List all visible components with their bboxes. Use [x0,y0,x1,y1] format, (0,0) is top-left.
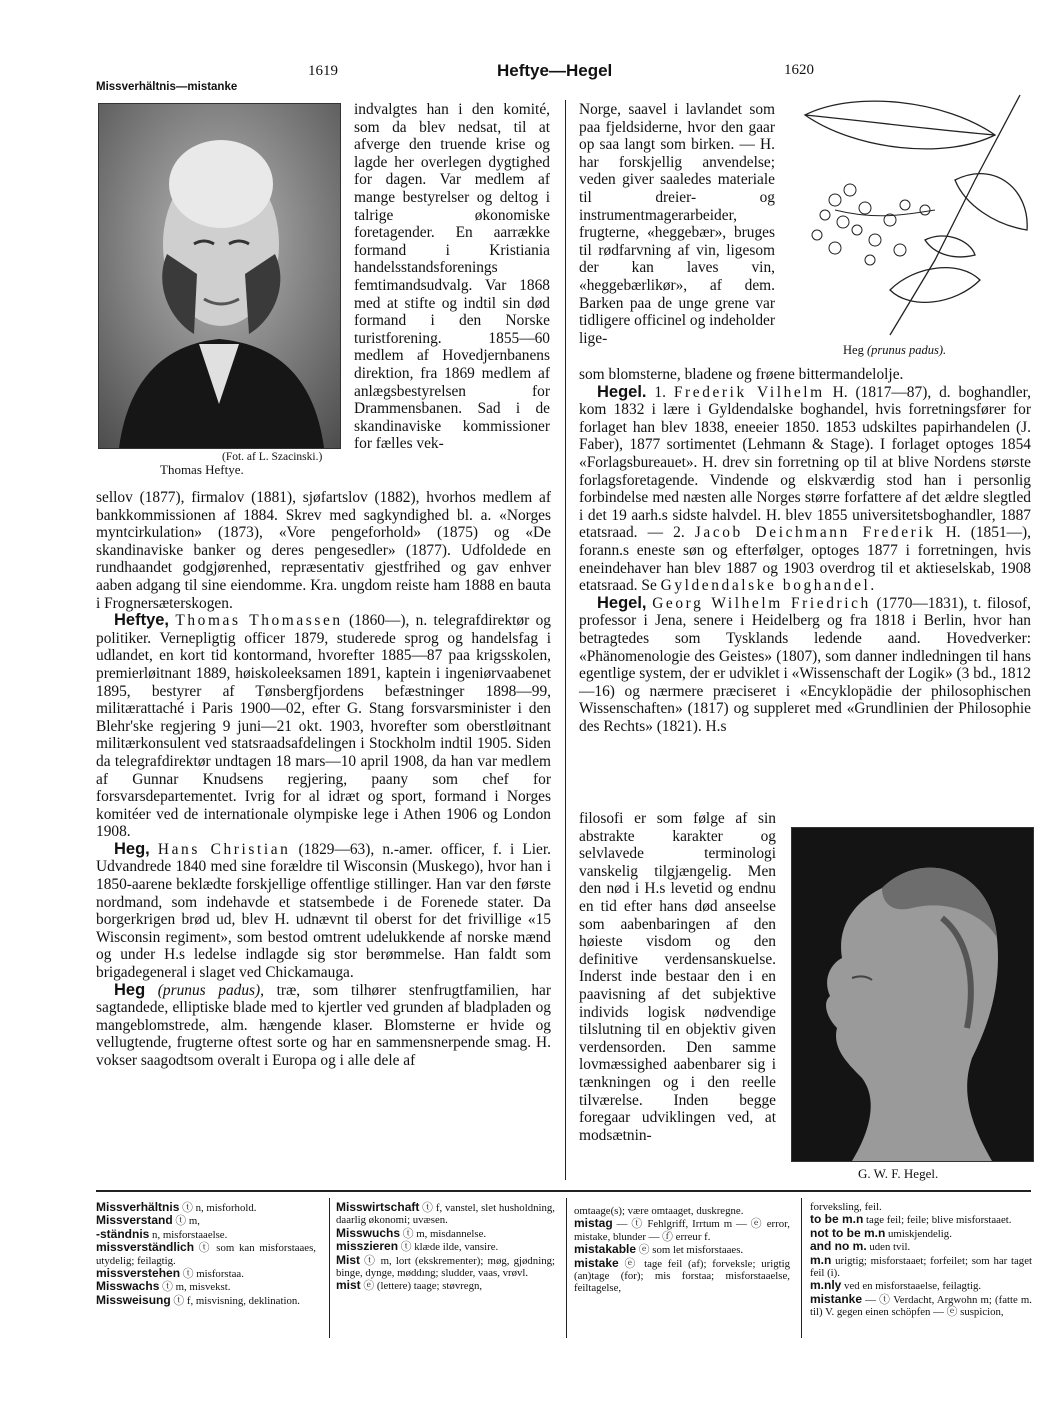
dictionary-definition: tage feil; feile; blive misforstaaet. [863,1214,1012,1227]
plant-caption [843,343,946,358]
entry-hegel-georg [579,595,1031,736]
entry-text: H. (1851—), forann.s eneste søn og efterfølger, optoges 1877 i forretningen, hvis eneindehaver han blev 1887 og 1903 overdrog til et aktieselskab, 1908 etatsraad. Se [579,524,1031,595]
entry-text: (1770—1831), t. filosof, professor i Jena, senere i Heidelberg og fra 1818 i Berlin, hvor han betragtedes som Tysklands ledende aand. Hovedverker: «Phänomenologie des Geistes» (1807), som danner indledningen til hans egentlige system, der er udviklet i «Wissenschaft der Logik» (3 bd., 1812—16) og nærmere præciseret i «Encyklopädie der philosophischen Wissenschaften» (1817) og suppleret med «Grundlinien der Philosophie des Rechts» (1821). H.s [579,594,1031,735]
dictionary-headword: Mist [336,1252,360,1267]
dictionary-entry [574,1257,790,1295]
paragraph: filosofi er som følge af sin abstrakte karakter og selvlavede terminologi vanskelig tilgjængelig. Men den nød i H.s levetid og endnu en tid efter hans død anseelse som aabenbaringen af den høieste visdom og den definitive verdensanskuelse. Inderst inde bestaar den i en paavisning af det subjektive individs logisk nødvendige tilslutning til en objektiv given verdensorden. Den samme lovmæssighed aabenbarer sig i tænkningen og i den reelle tilværelse. Inden begge foregaar udviklingen ved, at modsætnin- [579,810,776,1144]
dictionary-headword: missverstehen [96,1266,181,1281]
dictionary-definition: urigtig; misforstaaet; forfeilet; som har taget feil (i). [810,1254,1032,1280]
entry-heg-hans [96,841,551,982]
dictionary-entry [96,1267,316,1280]
footer-divider-3 [801,1198,802,1338]
running-head: Missverhältnis—mistanke [96,81,238,93]
dictionary-entry [96,1294,316,1307]
entry-name: Georg Wilhelm Friedrich [652,594,871,612]
dictionary-definition: omtaage(s); være omtaaget, duskregne. [574,1205,744,1217]
entry-text: træ, som tilhører stenfrugtfamilien, har sagtandede, elliptiske blade med to kjertler ved grunden af bladpladen og mangeblomstrede, alm. hængende klaser. Blomsterne er hvide og vellugtende, frugterne oftest sorte og har en sammensnerpende smag. H. vokser saagodtsom overalt i Europa og i alle dele af [96,981,551,1069]
dictionary-definition: — ⓣ Verdacht, Argwohn m; (fatte m. til) V. gegen einen schöpfen — ⓔ suspicion, [810,1293,1032,1319]
dictionary-definition: — ⓣ Fehlgriff, Irrtum m — ⓔ error, mistake, blunder — ⓕ erreur f. [574,1218,790,1243]
dictionary-entry [810,1279,1032,1292]
entry-name: Jacob Deichmann Frederik [694,524,936,542]
entry-text: (1860—), n. telegrafdirektør og politiker. Vernepligtig officer 1879, studerede sprog og handelsfag i udlandet, en kort tid kontormand, hvorefter 1885—87 paa krigsskolen, premierløitnant 1889, høiskoleeksamen 1891, kaptein i ingeniørvaabenet 1895, bestyrer af Tønsbergfjordens befæstninger 1898—99, militærattaché i Paris 1900—02, efter G. Stang forsvarsminister i den Blehr'ske regjering 9 juni—21 okt. 1903, hvorefter som oberstløitnant militærkonsulent ved statsraadsafdelingen i Stockholm indtil 1905. Siden da telegrafdirektør undtagen 18 mars—10 april 1908, da han var medlem af Gunnar Knudsens regjering, paany som chef for forsvarsdepartementet. Ivrig for al idræt og sport, formand i Norges komitéer ved de internationale olympiske lege i Athen 1906 og London 1908. [96,612,551,841]
dictionary-headword: to be m.n [810,1212,864,1227]
dictionary-headword: and no m. [810,1239,867,1254]
dictionary-definition: ⓔ (lettere) taage; støvregn, [360,1280,483,1293]
dictionary-entry [810,1227,1032,1240]
dictionary-entry [810,1254,1032,1280]
dictionary-entry [810,1240,1032,1253]
dictionary-headword: mistag [574,1216,613,1231]
heftye-continuation: sellov (1877), firmalov (1881), sjøfartslov (1882), hvorhos medlem af bankkommissionen af 1884. Skrev med sagkyndighed bl. a. «Norges myntcirkulation» (1873), «Vore pengeforhold» (1875) og «De skandinaviske banker og deres pengesedler» (1877). Udfoldede en rundhaandet godgjørenhed, repræsentativ gjestfrihed og gav enhver aaben adgang til sine eiendomme. Kra. ungdom reiste ham 1888 en bauta i Frognersæterskogen. [96,489,551,612]
dictionary-definition: ⓣ som kan misforstaaes, utydelig; feilagtig. [96,1242,316,1267]
entry-name: Thomas Thomassen [175,612,343,630]
hegel-photo-caption: G. W. F. Hegel. [858,1166,939,1181]
dictionary-headword: Missverhältnis [96,1200,180,1214]
dictionary-definition: ⓔ som let misforstaaes. [636,1244,744,1257]
dictionary-headword: Misswirtschaft [336,1200,420,1214]
dictionary-column-1 [96,1201,316,1307]
entry-name: Hans Christian [157,840,291,858]
dictionary-definition: ved en misforstaaelse, feilagtig. [841,1280,982,1293]
dictionary-entry [96,1214,316,1227]
dictionary-headword: misszieren [336,1239,399,1254]
entry-text: 1. [646,383,674,401]
dictionary-entry [574,1243,790,1256]
dictionary-definition: ⓣ misforstaa. [180,1268,244,1281]
page-number-left: 1619 [308,63,338,79]
footer-divider-2 [566,1198,567,1338]
dictionary-headword: mistakable [574,1242,637,1257]
dictionary-entry [810,1213,1032,1226]
dictionary-entry [336,1279,555,1292]
dictionary-definition: uden tvil. [866,1241,911,1254]
headword: Hegel. [597,382,647,401]
caption-latin: (prunus padus). [866,343,947,357]
dictionary-entry [336,1201,555,1227]
entry-heftye-thomas [96,612,551,841]
entry-hegel-frederik [579,384,1031,595]
dictionary-entry [336,1254,555,1280]
dictionary-headword: m.nly [810,1278,842,1293]
dictionary-headword: mist [336,1278,361,1293]
dictionary-entry [810,1293,1032,1319]
dictionary-definition: n, misforstaaelse. [149,1228,228,1241]
heg-continuation: som blomsterne, bladene og frøene bittermandelolje. [579,366,904,383]
dictionary-headword: not to be m.n [810,1225,886,1240]
dictionary-definition: ⓣ f, misvisning, deklination. [170,1294,300,1307]
cross-reference: Gyldendalske boghandel. [660,577,877,595]
dictionary-headword: missverständlich [96,1240,195,1255]
headword: Heg [114,980,146,999]
paragraph: indvalgtes han i den komité, som da blev nedsat, til at afverge den truende krise og lagde her overlegen dygtighed for dagen. Var medlem af mange bestyrelser og deltog i talrige økonomiske foretagender. En aarrække formand i Kristiania handelsstandsforenings femtimandsudvalg. Var 1868 med at stifte og indtil sin død formand i den Norske turistforening. 1855—60 medlem af Hovedjernbanens direktion, fra 1869 medlem af anlægsbestyrelsen for Drammensbanen. Sad i de skandinaviske kommissioner for fælles vek- [354,101,550,453]
hegel-philosophy-text [579,810,776,1144]
dictionary-definition: ⓣ f, vanstel, slet husholdning, daarlig økonomi; uvæsen. [336,1202,555,1227]
hegel-portrait [791,827,1034,1162]
dictionary-entry [336,1227,555,1240]
headword: Hegel, [597,593,647,612]
dictionary-headword: mistake [574,1255,619,1270]
latin-name: (prunus padus), [157,981,265,999]
entry-heg-plant [96,982,551,1070]
column-divider [565,100,566,1180]
dictionary-entry [336,1240,555,1253]
dictionary-entry [96,1201,316,1214]
profile-figure [792,828,1033,1161]
heftye-portrait [98,103,341,449]
dictionary-entry [574,1217,790,1243]
dictionary-definition: ⓣ n, misforhold. [179,1202,257,1214]
entry-name: Frederik Vilhelm [673,383,825,401]
paragraph: Norge, saavel i lavlandet som paa fjeldsiderne, hvor den gaar op saa langt som birken. — H. har forskjellig anvendelse; veden giver saaledes materiale til dreier- og instrumentmagerarbeider, frugterne, «heggebær», bruges til rødfarvning af vin, ligesom der kan laves vin, «heggebærlikør», af dem. Barken paa de unge grene var tidligere officinel og indeholder lige- [579,101,775,347]
dictionary-headword: -ständnis [96,1226,150,1241]
heftye-photo-credit: (Fot. af L. Szacinski.) [222,451,323,463]
dictionary-headword: Missweisung [96,1292,171,1307]
dictionary-definition: ⓣ m, misvekst. [159,1281,231,1294]
entry-text: (1829—63), n.-amer. officer, f. i Lier. Udvandrede 1840 med sine forældre til Wisconsin (Muskego), hvor han i 1850-aarene beklædte forskjellige offentlige stillinger. Han var den første nordmand, som indehavde et statsembede i de Forenede stater. Da borgerkrigen brød ud, blev H. udnævnt til oberst for det frivillige «15 Wisconsin regiment», som bestod omtrent udelukkende af norske mænd og under H.s ledelse indlagde sig stor berømmelse. Han faldt som brigadegeneral i slaget ved Chickamauga. [96,840,552,982]
entry-text: H. (1817—87), d. boghandler, kom 1832 i lære i Gyldendalske boghandel, hvis forretningsfører for forlaget han blev 1838, eneeier 1850. 1853 udskiltes papirhandelen (J. Faber), 1877 sortimentet (Lehmann & Stage). I forlaget optoges 1854 «Forlagsbureauet». H. drev sin forretning op til at blive Nordens største forlagsforetagende. Vindende og elskværdig stod han i personlig forbindelse med næsten alle Norges større forfattere af det ældre slegtled i det 19 aarh.s sidste halvdel. H. blev 1855 universitetsboghandler, 1887 etatsraad. — 2. [579,383,1031,542]
dictionary-entry [96,1280,316,1293]
column-left [96,489,551,1070]
dictionary-definition: ⓔ tage feil (af); forveksle; urigtig (an)tage (for); mis forstaa; misforstaaelse, feiltagelse, [574,1257,790,1295]
heg-continued-text [579,101,775,347]
cherry-branch-icon [795,90,1035,338]
dictionary-entry [96,1241,316,1267]
dictionary-column-4 [810,1201,1032,1319]
portrait-figure [99,104,340,448]
heftye-side-text [354,101,550,453]
dictionary-headword: mistanke [810,1291,863,1306]
dictionary-headword: Missverstand [96,1213,173,1228]
dictionary-definition: ⓣ m, [172,1215,200,1228]
dictionary-definition: ⓣ m, misdannelse. [400,1227,487,1240]
dictionary-definition: umiskjendelig. [885,1227,952,1240]
dictionary-definition: ⓣ m, lort (ekskrementer); møg, gjødning; binge, dynge, møddıng; sludder, vaas, vrøvl. [336,1254,555,1280]
dictionary-entry [96,1228,316,1241]
dictionary-headword: m.n [810,1252,832,1267]
page-title: Heftye—Hegel [497,61,613,80]
dictionary-headword: Misswachs [96,1279,160,1294]
dictionary-column-2 [336,1201,555,1293]
column-right [579,366,1031,735]
headword: Heftye, [114,611,170,630]
footer-divider-1 [329,1198,330,1338]
dictionary-definition: ⓣ klæde ilde, vansire. [398,1241,499,1254]
headword: Heg, [114,839,150,858]
heftye-photo-caption: Thomas Heftye. [160,462,244,477]
dictionary-column-3 [574,1205,790,1295]
footer-rule [96,1190,1031,1192]
dictionary-headword: Misswuchs [336,1225,401,1240]
dictionary-definition: forveksling, feil. [810,1201,882,1213]
caption-text: Heg [843,343,867,357]
heg-plant-illustration [795,90,1035,338]
page-number-right: 1620 [784,62,814,78]
